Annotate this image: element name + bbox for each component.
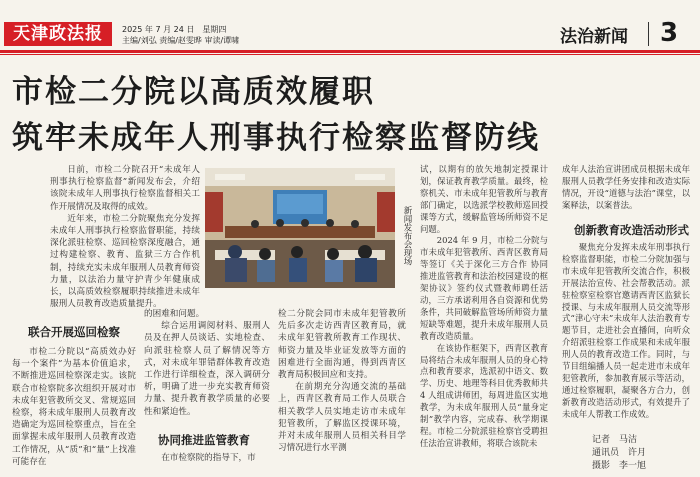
subhead-joint-inspection: 联合开展巡回检察 bbox=[28, 325, 120, 339]
column-2 bbox=[144, 308, 270, 418]
paragraph: 综合运用调阅材料、服刑人员及在押人员谈话、实地检查、向派驻检察人员了解情况等方式，对未成年罪错群体教育改造工作进行详细检查，深入调研分析，明确了进一步充实教育师资力量、提升教育教学质量的必要性和紧迫性。 bbox=[144, 321, 270, 417]
press-conference-photo bbox=[205, 168, 395, 288]
column-2-continued bbox=[144, 452, 270, 464]
press-conference-illustration bbox=[205, 168, 395, 288]
byline-reporter: 记者 马洁 bbox=[592, 435, 638, 445]
byline bbox=[592, 434, 646, 473]
subhead-innovative-activities: 创新教育改造活动形式 bbox=[574, 223, 689, 237]
paragraph: 聚焦充分发挥未成年刑事执行检察监督职能，市检二分院加强与市未成年犯管教所交流合作，积极开展法治宣传、社会帮教活动。派驻检察室检察官邀请西青区监狱长授课、与未成年服刑人员交流等形式“津心守未”未成年人法治教育专题节目，走进社会直播间，向听众介绍派驻检察工作成果和未成年服刑人员的教育改造工作。同时，与节目组编播人员一起走进市未成年犯管教所，参加教育展示等活动，通过检察履职，凝聚各方合力，创新教育改造活动形式，有效提升了未成年人帮教工作成效。 bbox=[562, 242, 690, 419]
photo-caption: 新闻发布会现场 bbox=[402, 206, 412, 266]
column-1 bbox=[12, 346, 136, 468]
editors-line: 主编/刘弘 责编/赵雯晔 审读/谭啸 bbox=[122, 36, 240, 45]
byline-correspondent: 通讯员 许月 bbox=[592, 448, 647, 458]
column-5 bbox=[562, 164, 690, 212]
column-5-continued bbox=[562, 242, 690, 421]
lead-paragraphs bbox=[50, 164, 200, 310]
newspaper-logo: 天津政法报 bbox=[4, 22, 112, 46]
paragraph: 市检二分院以“高质效办好每一个案件”为基本价值追求，不断推进巡回检察深走实。该院联合市检察院多次组织开展对市未成年犯管教所交叉、常规巡回检察，将未成年服刑人员教育改造确定为巡回检察重点，旨在全面掌握未成年服刑人员教育改造工作情况，从“质”和“量”上找准可能存在 bbox=[12, 347, 136, 467]
page-number: 3 bbox=[660, 18, 679, 48]
lead-paragraph: 日前，市检二分院召开“未成年人刑事执行检察监督”新闻发布会，介绍该院未成年人刑事执行检察监督相关工作开展情况及取得的成效。 bbox=[50, 165, 200, 212]
paragraph: 在前期充分沟通交流的基础上，西青区教育局工作人员联合相关教学人员实地走访市未成年犯管教所，了解监区授课环境，并对未成年服刑人员相关科目学习情况进行水平测 bbox=[278, 382, 406, 454]
paragraph: 在市检察院的指导下，市 bbox=[161, 453, 256, 463]
paragraph: 试，以期有的放矢地制定授课计划，保证教育教学质量。最终，检察机关、市未成年犯管教所与教育部门确定，以选派学校教师巡回授课等方式，缓解监管场所师资不足问题。 bbox=[420, 164, 548, 234]
paragraph: 的困难和问题。 bbox=[144, 309, 205, 319]
headline-line-2: 筑牢未成年人刑事执行检察监督防线 bbox=[12, 120, 540, 156]
subhead-collaborative-education: 协同推进监管教育 bbox=[158, 433, 250, 447]
column-4 bbox=[420, 164, 548, 450]
issue-date: 2025 年 7 月 24 日 星期四 bbox=[122, 25, 227, 34]
paragraph: 在该协作框架下，西青区教育局将结合未成年服刑人员的身心特点和教育要求，选派初中语文、数学、历史、地理等科目优秀教师共 4 人组成讲师团，每周进监区实地教学，为未成年服刑人员“量身定制”教学内容，完成春、秋学期课程。市检二分院派驻检察官受聘担任法治宣讲教师，将联合该院未 bbox=[420, 342, 548, 448]
masthead-rule-thin bbox=[0, 54, 700, 55]
masthead-rule bbox=[0, 50, 700, 53]
issue-info bbox=[122, 24, 239, 46]
byline-photographer: 摄影 李一旭 bbox=[592, 461, 647, 471]
lead-paragraph: 近年来，市检二分院聚焦充分发挥未成年人刑事执行检察监督职能，持续深化派驻检察、巡回检察深度融合，通过构建检察、教育、监狱三方合作机制，持续充实未成年服刑人员教育师资力量，以法治力量守护青少年健康成长，以高质效检察履职持续推进未成年服刑人员教育改造质量提升。 bbox=[50, 213, 200, 310]
paragraph: 2024 年 9 月，市检二分院与市未成年犯管教所、西青区教育局等签订《关于深化三方合作 协同推进监管教育和法治校园建设的框架协议》签约仪式暨教师聘任活动，三方承诺利用各自资源和优势条件，共同破解监管场所师资力量短缺等难题，提升未成年服刑人员教育改造质量。 bbox=[420, 235, 548, 341]
headline-line-1: 市检二分院以高质效履职 bbox=[12, 74, 375, 110]
paragraph: 检二分院会同市未成年犯管教所先后多次走访西青区教育局，就未成年犯管教所教育工作现状、师资力量及毕业证发放等方面的困难进行全面沟通，得到西青区教育局积极回应和支持。 bbox=[278, 309, 406, 381]
section-divider bbox=[648, 22, 649, 46]
column-3 bbox=[278, 308, 406, 454]
section-title: 法治新闻 bbox=[560, 27, 628, 47]
paragraph: 成年人法治宣讲团成员根据未成年服刑人员教学任务安排和改造实际情况，开设“道德与法治”课堂，以案释法，以案普法。 bbox=[562, 164, 690, 210]
